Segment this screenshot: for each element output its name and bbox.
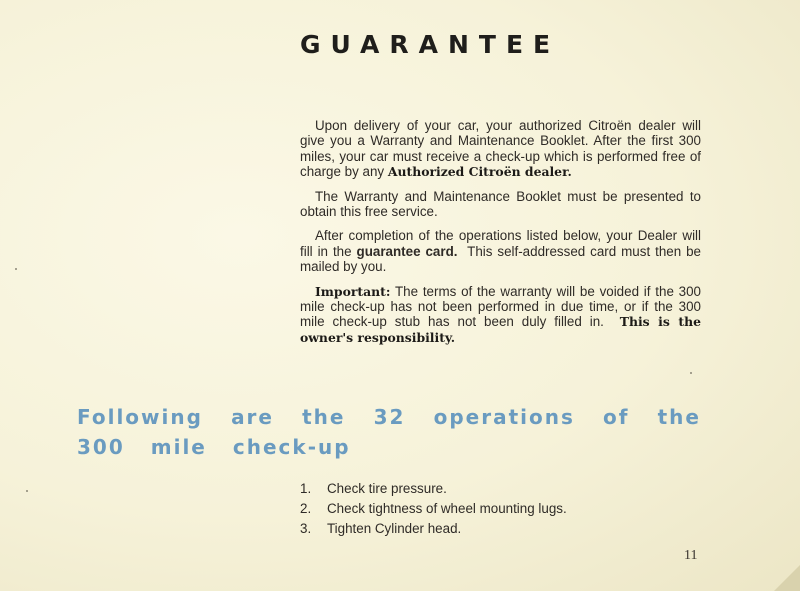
list-item xyxy=(300,499,567,519)
checkup-list xyxy=(300,479,567,539)
list-item-number: 1. xyxy=(300,481,312,496)
heading-word: operations xyxy=(433,405,575,429)
paragraph-card-text-b: This self-addressed card must then be mailed by you. xyxy=(300,243,702,275)
list-item-text: Tighten Cylinder head. xyxy=(327,521,462,536)
paper-speck xyxy=(26,490,28,492)
authorized-dealer-emphasis: Authorized Citroën dealer. xyxy=(387,164,572,180)
list-item-number: 2. xyxy=(300,501,312,516)
paper-speck xyxy=(690,372,692,374)
guarantee-card-emphasis: guarantee card. xyxy=(356,243,458,259)
heading-word: 32 xyxy=(373,405,406,429)
page-corner-fold xyxy=(774,565,800,591)
paragraph-delivery-text: Upon delivery of your car, your authorized Citroën dealer will give you a Warranty and Maintenance Booklet. After the first 300 miles, your car must receive a check-up which is performed free of charge by any xyxy=(300,118,701,180)
list-item-text: Check tire pressure. xyxy=(327,481,447,496)
heading-word: Following xyxy=(77,405,203,429)
paragraph-important-text: The terms of the warranty will be voided if the 300 mile check-up has not been performed in due time, or if the 300 mile check-up stub has not been duly filled in. xyxy=(300,283,702,330)
paper-speck xyxy=(15,268,17,270)
list-item xyxy=(300,479,567,499)
section-heading xyxy=(77,402,701,462)
heading-word: are xyxy=(231,405,274,429)
heading-word: check-up xyxy=(232,435,351,459)
paragraph-delivery xyxy=(300,118,701,180)
paragraph-guarantee-card xyxy=(300,228,701,274)
list-item-text: Check tightness of wheel mounting lugs. xyxy=(327,501,567,516)
heading-word: of xyxy=(603,405,630,429)
paragraph-important xyxy=(300,284,701,346)
owner-responsibility-emphasis: This is the owner's responsibility. xyxy=(300,314,701,345)
heading-word: 300 xyxy=(77,435,125,459)
list-item-number: 3. xyxy=(300,521,312,536)
section-heading-line-1 xyxy=(77,402,701,432)
heading-word: the xyxy=(302,405,346,429)
paragraph-booklet-text: The Warranty and Maintenance Booklet must be presented to obtain this free service. xyxy=(300,188,701,220)
list-item xyxy=(300,519,567,539)
page-number: 11 xyxy=(684,548,698,563)
paragraph-card-text-a: After completion of the operations listed below, your Dealer will fill in the xyxy=(300,228,701,259)
guarantee-text xyxy=(300,118,701,354)
section-heading-line-2 xyxy=(77,432,701,462)
important-label: Important: xyxy=(315,283,391,299)
page-title: GUARANTEE xyxy=(300,30,561,59)
paragraph-booklet xyxy=(300,189,701,220)
heading-word: mile xyxy=(150,435,207,459)
heading-word: the xyxy=(657,405,701,429)
